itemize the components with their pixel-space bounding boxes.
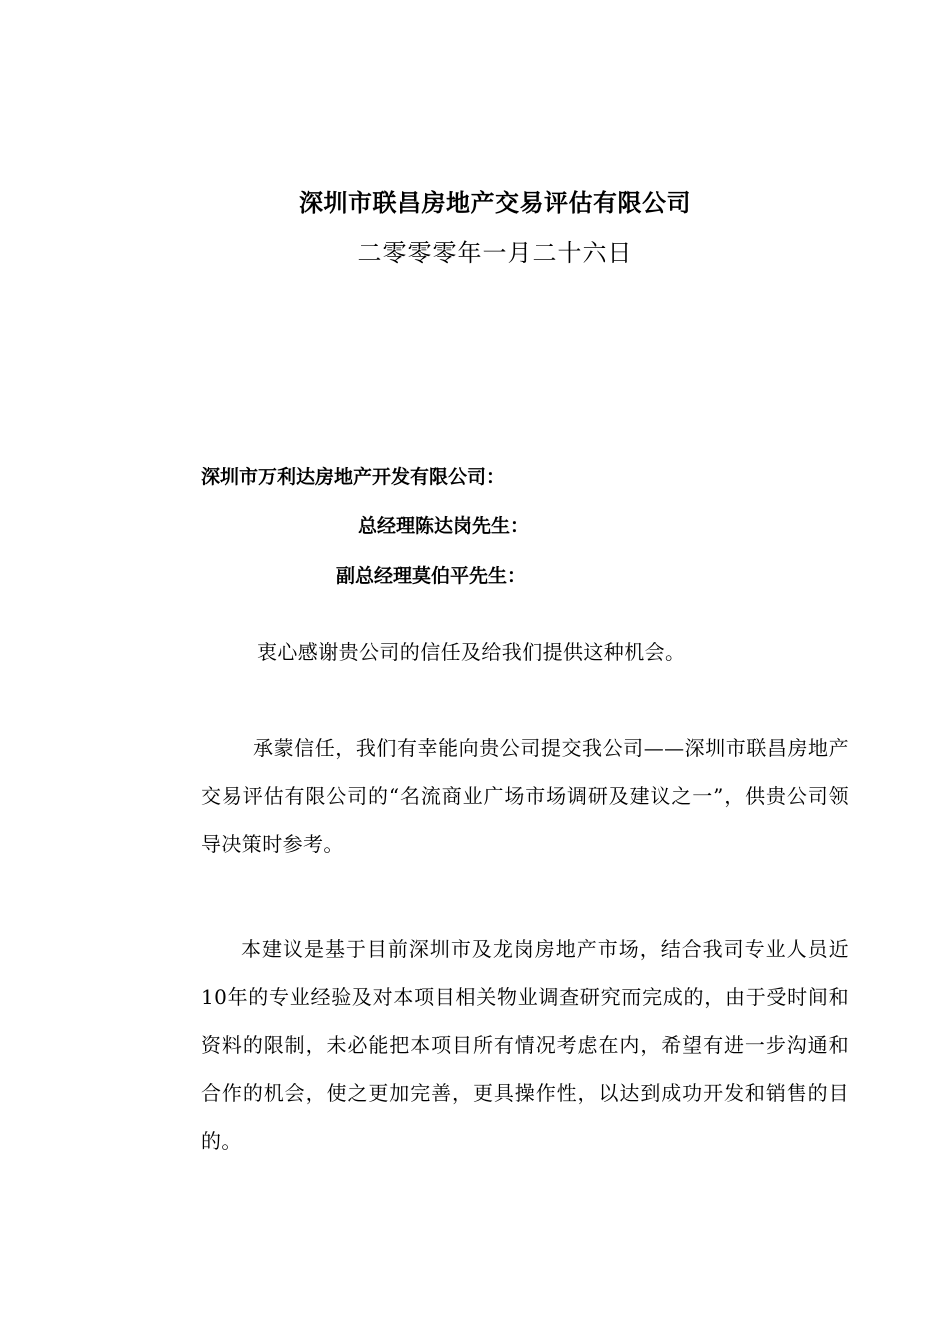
addressee-company: 深圳市万利达房地产开发有限公司： bbox=[201, 466, 506, 488]
document-date: 二零零零年一月二十六日 bbox=[357, 239, 633, 267]
paragraph-submission: 承蒙信任，我们有幸能向贵公司提交我公司——深圳市联昌房地产交易评估有限公司的“名流商业广场市场调研及建议之一”，供贵公司领导决策时参考。 bbox=[201, 736, 849, 856]
addressee-deputy-general-manager: 副总经理莫伯平先生： bbox=[336, 565, 527, 587]
company-title: 深圳市联昌房地产交易评估有限公司 bbox=[299, 189, 691, 217]
paragraph-thanks: 衷心感谢贵公司的信任及给我们提供这种机会。 bbox=[257, 640, 686, 664]
paragraph-basis: 本建议是基于目前深圳市及龙岗房地产市场，结合我司专业人员近10年的专业经验及对本项目相关物业调查研究而完成的，由于受时间和资料的限制，未必能把本项目所有情况考虑在内，希望有进一步沟通和合作的机会，使之更加完善，更具操作性，以达到成功开发和销售的目的。 bbox=[201, 937, 849, 1153]
addressee-general-manager: 总经理陈达岗先生： bbox=[358, 515, 530, 537]
